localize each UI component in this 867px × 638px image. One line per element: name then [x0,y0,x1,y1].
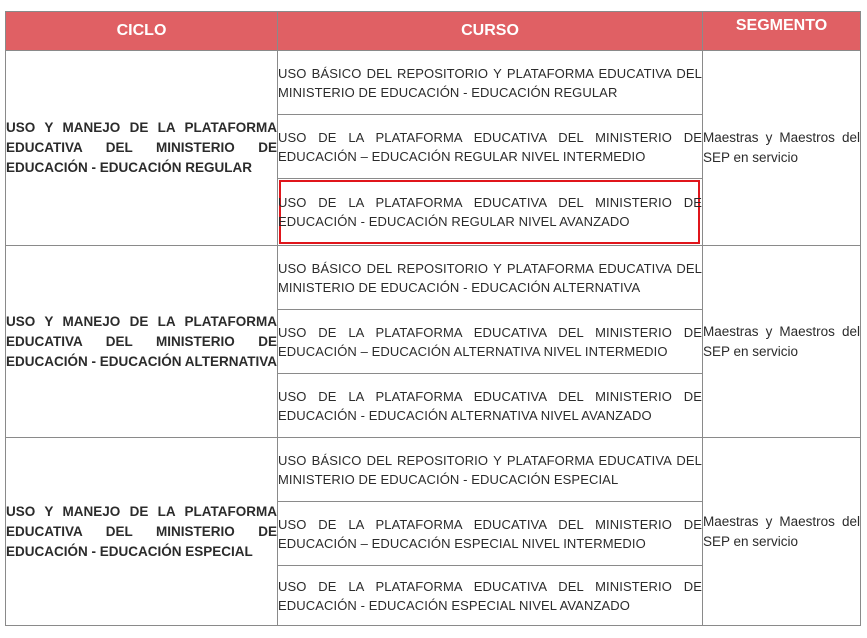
header-ciclo: CICLO [6,12,278,51]
curso-cell: USO DE LA PLATAFORMA EDUCATIVA DEL MINISTERIO DE EDUCACIÓN – EDUCACIÓN ALTERNATIVA NIVEL INTERMEDIO [278,310,703,374]
table-row [6,51,861,115]
segmento-cell: Maestras y Maestros del SEP en servicio [703,51,861,246]
curso-cell: USO DE LA PLATAFORMA EDUCATIVA DEL MINISTERIO DE EDUCACIÓN – EDUCACIÓN REGULAR NIVEL INTERMEDIO [278,115,703,179]
ciclo-cell: USO Y MANEJO DE LA PLATAFORMA EDUCATIVA DEL MINISTERIO DE EDUCACIÓN - EDUCACIÓN ALTERNATIVA [6,246,278,438]
ciclo-cell: USO Y MANEJO DE LA PLATAFORMA EDUCATIVA DEL MINISTERIO DE EDUCACIÓN - EDUCACIÓN ESPECIAL [6,438,278,626]
ciclo-cell: USO Y MANEJO DE LA PLATAFORMA EDUCATIVA DEL MINISTERIO DE EDUCACIÓN - EDUCACIÓN REGULAR [6,51,278,246]
curso-cell: USO DE LA PLATAFORMA EDUCATIVA DEL MINISTERIO DE EDUCACIÓN – EDUCACIÓN ESPECIAL NIVEL INTERMEDIO [278,502,703,566]
segmento-cell: Maestras y Maestros del SEP en servicio [703,246,861,438]
header-curso: CURSO [278,12,703,51]
header-segmento: SEGMENTO [703,12,861,51]
curso-cell: USO BÁSICO DEL REPOSITORIO Y PLATAFORMA EDUCATIVA DEL MINISTERIO DE EDUCACIÓN - EDUCACIÓN REGULAR [278,51,703,115]
curso-text: USO DE LA PLATAFORMA EDUCATIVA DEL MINISTERIO DE EDUCACIÓN - EDUCACIÓN REGULAR NIVEL AVANZADO [278,195,702,229]
curso-cell-highlighted [278,179,703,246]
table-row [6,438,861,502]
segmento-cell: Maestras y Maestros del SEP en servicio [703,438,861,626]
curso-cell: USO BÁSICO DEL REPOSITORIO Y PLATAFORMA EDUCATIVA DEL MINISTERIO DE EDUCACIÓN - EDUCACIÓN ALTERNATIVA [278,246,703,310]
header-row [6,12,861,51]
curso-cell: USO BÁSICO DEL REPOSITORIO Y PLATAFORMA EDUCATIVA DEL MINISTERIO DE EDUCACIÓN - EDUCACIÓN ESPECIAL [278,438,703,502]
courses-table [5,11,861,626]
curso-cell: USO DE LA PLATAFORMA EDUCATIVA DEL MINISTERIO DE EDUCACIÓN - EDUCACIÓN ESPECIAL NIVEL AVANZADO [278,566,703,626]
curso-cell: USO DE LA PLATAFORMA EDUCATIVA DEL MINISTERIO DE EDUCACIÓN - EDUCACIÓN ALTERNATIVA NIVEL AVANZADO [278,374,703,438]
table-row [6,246,861,310]
